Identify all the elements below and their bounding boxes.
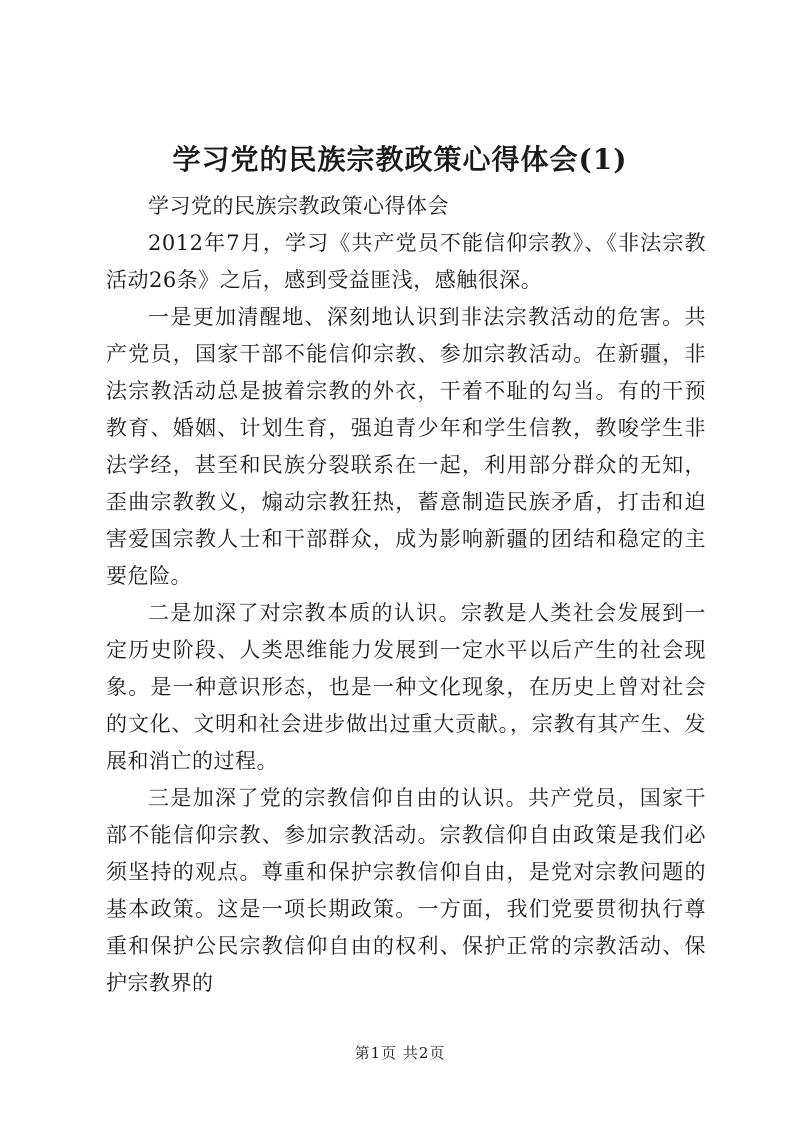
document-body: [106, 188, 706, 1002]
page-number-footer: 第1页 共2页: [354, 1044, 446, 1062]
paragraph-point-one: 一是更加清醒地、深刻地认识到非法宗教活动的危害。共产党员，国家干部不能信仰宗教、参加宗教活动。在新疆，非法宗教活动总是披着宗教的外衣，干着不耻的勾当。有的干预教育、婚姻、计划生育，强迫青少年和学生信教，教唆学生非法学经，甚至和民族分裂联系在一起，利用部分群众的无知，歪曲宗教教义，煽动宗教狂热，蓄意制造民族矛盾，打击和迫害爱国宗教人士和干部群众，成为影响新疆的团结和稳定的主要危险。: [106, 305, 706, 588]
paragraph-subtitle: 学习党的民族宗教政策心得体会: [148, 194, 449, 218]
document-title: 学习党的民族宗教政策心得体会(1): [172, 143, 628, 176]
paragraph-point-two: 二是加深了对宗教本质的认识。宗教是人类社会发展到一定历史阶段、人类思维能力发展到一定水平以后产生的社会现象。是一种意识形态，也是一种文化现象，在历史上曾对社会的文化、文明和社会进步做出过重大贡献。，宗教有其产生、发展和消亡的过程。: [106, 601, 706, 773]
paragraph-point-three: 三是加深了党的宗教信仰自由的认识。共产党员，国家干部不能信仰宗教、参加宗教活动。宗教信仰自由政策是我们必须坚持的观点。尊重和保护宗教信仰自由，是党对宗教问题的基本政策。这是一项长期政策。一方面，我们党要贯彻执行尊重和保护公民宗教信仰自由的权利、保护正常的宗教活动、保护宗教界的: [106, 786, 706, 995]
paragraph-intro: 2012年7月，学习《共产党员不能信仰宗教》、《非法宗教活动26条》之后，感到受益匪浅，感触很深。: [106, 231, 706, 292]
